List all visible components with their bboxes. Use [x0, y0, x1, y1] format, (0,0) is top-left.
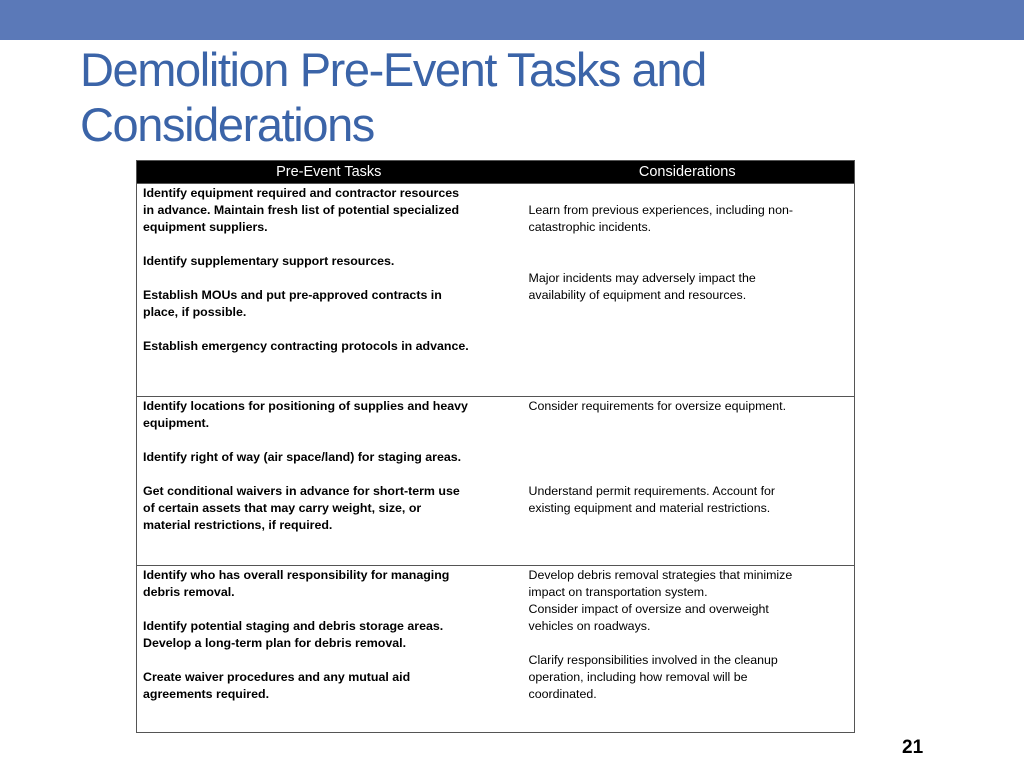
consideration-line: [529, 449, 851, 466]
table-header-row: [137, 161, 855, 184]
task-line: Establish emergency contracting protocols in advance.: [143, 339, 469, 353]
task-line: [143, 270, 517, 287]
task-line: Identify locations for positioning of supplies and heavy: [143, 399, 468, 413]
top-accent-bar: [0, 0, 1024, 40]
task-line: [143, 432, 517, 449]
consideration-line: impact on transportation system.: [528, 585, 708, 599]
tasks-cell: [137, 566, 521, 733]
table-row: [137, 566, 855, 733]
task-line: Develop a long-term plan for debris removal.: [143, 636, 407, 650]
task-line: [143, 236, 517, 253]
task-line: Identify supplementary support resources.: [143, 254, 395, 268]
consideration-line: [529, 432, 851, 449]
consideration-line: coordinated.: [528, 687, 597, 701]
slide-title: [80, 42, 980, 152]
considerations-cell: [521, 566, 855, 733]
task-line: [143, 652, 517, 669]
consideration-line: [529, 635, 851, 652]
tasks-cell: [137, 184, 521, 397]
task-line: of certain assets that may carry weight, size, or: [143, 501, 422, 515]
task-line: Identify right of way (air space/land) for staging areas.: [143, 450, 462, 464]
consideration-line: Major incidents may adversely impact the: [528, 271, 756, 285]
task-line: Get conditional waivers in advance for short-term use: [143, 484, 460, 498]
consideration-line: Clarify responsibilities involved in the cleanup: [528, 653, 778, 667]
task-line: material restrictions, if required.: [143, 518, 333, 532]
consideration-line: [529, 185, 851, 202]
consideration-line: existing equipment and material restrictions.: [528, 501, 771, 515]
page-number: 21: [902, 737, 924, 758]
considerations-cell: [521, 184, 855, 397]
tasks-cell: [137, 397, 521, 566]
considerations-cell: [521, 397, 855, 566]
header-pre-event-tasks: Pre-Event Tasks: [137, 161, 521, 184]
title-line: Considerations: [80, 98, 374, 151]
consideration-line: Consider requirements for oversize equipment.: [528, 399, 787, 413]
task-line: Identify equipment required and contractor resources: [143, 186, 460, 200]
task-line: debris removal.: [143, 585, 235, 599]
task-line: Identify potential staging and debris storage areas.: [143, 619, 444, 633]
table-row: [137, 397, 855, 566]
task-line: Create waiver procedures and any mutual aid: [143, 670, 411, 684]
task-line: [143, 466, 517, 483]
task-line: [143, 321, 517, 338]
task-line: equipment.: [143, 416, 210, 430]
tasks-table: [136, 160, 855, 733]
header-considerations: Considerations: [521, 161, 855, 184]
task-line: agreements required.: [143, 687, 270, 701]
consideration-line: availability of equipment and resources.: [528, 288, 747, 302]
consideration-line: Understand permit requirements. Account for: [528, 484, 776, 498]
consideration-line: [529, 253, 851, 270]
task-line: [143, 601, 517, 618]
consideration-line: Learn from previous experiences, including non-: [528, 203, 793, 217]
consideration-line: [529, 236, 851, 253]
consideration-line: vehicles on roadways.: [528, 619, 651, 633]
task-line: equipment suppliers.: [143, 220, 268, 234]
consideration-line: Consider impact of oversize and overweight: [528, 602, 769, 616]
consideration-line: Develop debris removal strategies that minimize: [528, 568, 793, 582]
consideration-line: [529, 466, 851, 483]
title-line: Demolition Pre-Event Tasks and: [80, 43, 706, 96]
task-line: place, if possible.: [143, 305, 247, 319]
task-line: Identify who has overall responsibility for managing: [143, 568, 450, 582]
task-line: in advance. Maintain fresh list of potential specialized: [143, 203, 460, 217]
consideration-line: catastrophic incidents.: [528, 220, 652, 234]
task-line: Establish MOUs and put pre-approved contracts in: [143, 288, 442, 302]
table-row: [137, 184, 855, 397]
consideration-line: [529, 415, 851, 432]
consideration-line: operation, including how removal will be: [528, 670, 748, 684]
